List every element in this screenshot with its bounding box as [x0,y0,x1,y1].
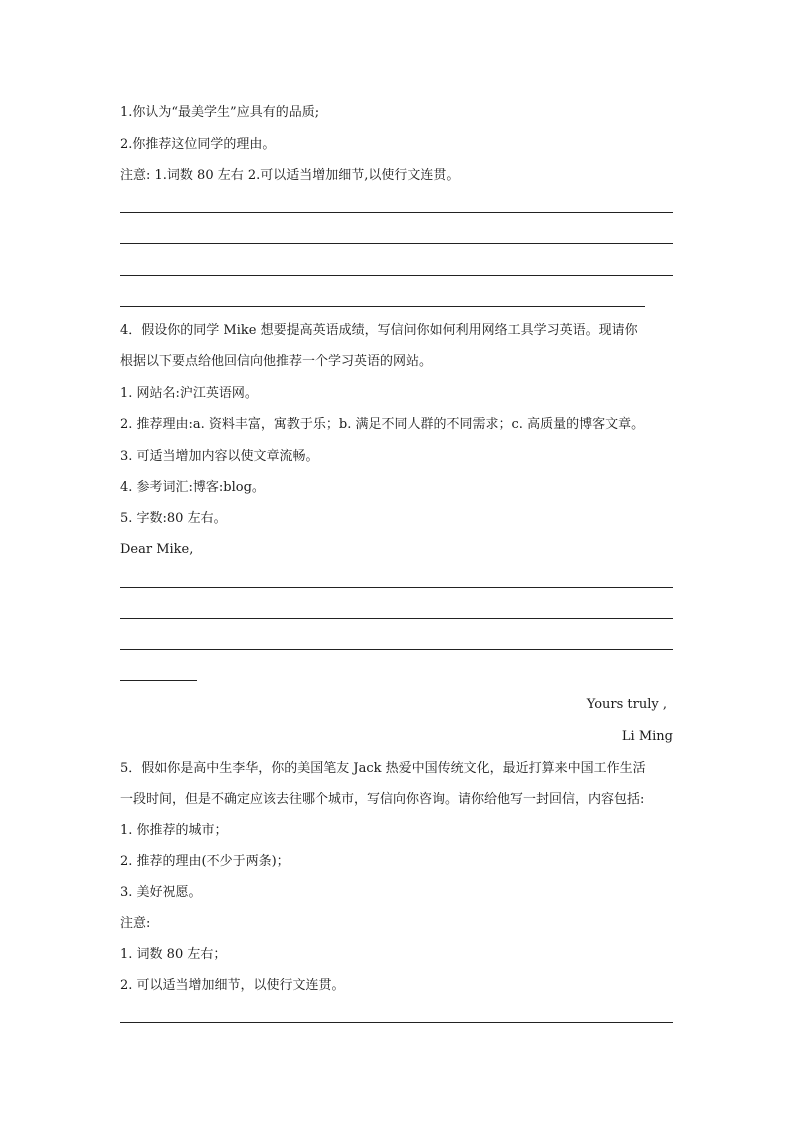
letter-signature: Li Ming [621,729,673,744]
s5-note-1: 1. 词数 80 左右； [120,947,227,962]
s3-point-2: 2.你推荐这位同学的理由。 [120,137,276,152]
s5-point-2: 2. 推荐的理由(不少于两条)； [120,854,290,869]
s5-point-3: 3. 美好祝愿。 [120,885,202,900]
answer-line [120,275,673,276]
answer-line [120,243,673,244]
answer-line [120,649,673,650]
s4-point-2: 2. 推荐理由:a. 资料丰富，寓教于乐；b. 满足不同人群的不同需求；c. 高质量的博客文章。 [120,417,645,432]
s4-point-5: 5. 字数:80 左右。 [120,511,227,526]
s3-point-1: 1.你认为“最美学生”应具有的品质; [120,105,320,120]
answer-line [120,587,673,588]
s5-prompt-line-2: 一段时间，但是不确定应该去往哪个城市，写信向你咨询。请你给他写一封回信，内容包括: [120,792,645,807]
answer-line-short [120,680,197,681]
answer-line [120,1022,673,1023]
s4-point-1: 1. 网站名:沪江英语网。 [120,386,258,401]
s5-prompt-line-1: 5．假如你是高中生李华，你的美国笔友 Jack 热爱中国传统文化，最近打算来中国工作生活 [120,761,646,776]
s4-prompt-line-1: 4．假设你的同学 Mike 想要提高英语成绩，写信问你如何利用网络工具学习英语。现请你 [120,323,638,338]
answer-line [120,212,673,213]
letter-salutation: Dear Mike, [120,542,194,557]
s4-prompt-line-2: 根据以下要点给他回信向他推荐一个学习英语的网站。 [120,354,433,369]
s5-point-1: 1. 你推荐的城市； [120,823,228,838]
s5-note-title: 注意: [120,916,151,931]
letter-closing: Yours truly , [586,697,667,712]
answer-line [120,618,673,619]
answer-line [120,306,645,307]
s5-note-2: 2. 可以适当增加细节，以使行文连贯。 [120,978,345,993]
s4-point-3: 3. 可适当增加内容以使文章流畅。 [120,449,319,464]
s3-note: 注意: 1.词数 80 左右 2.可以适当增加细节,以使行文连贯。 [120,168,460,183]
s4-point-4: 4. 参考词汇:博客:blog。 [120,480,265,495]
